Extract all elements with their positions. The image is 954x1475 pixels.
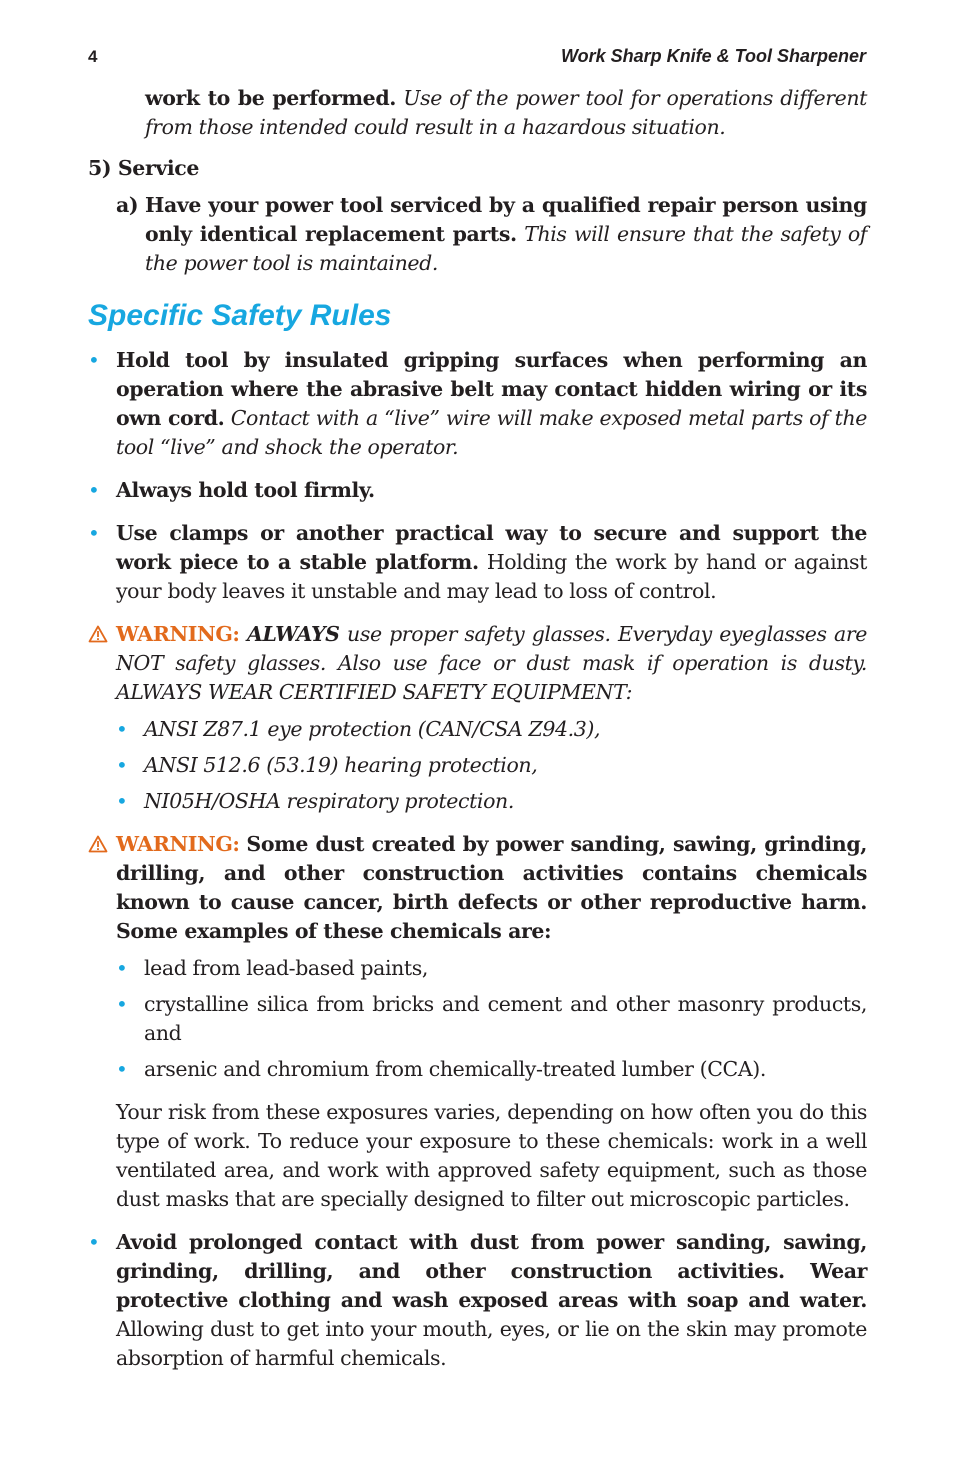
bullet-icon: •	[116, 753, 128, 777]
warning-2-text: Some dust created by power sanding, sawing, grinding, drilling, and other construction activities contains chemicals known to cause cancer, birth defects or other reproductive harm. Some examples of these chemicals are:	[116, 832, 867, 943]
exposure-paragraph: Your risk from these exposures varies, depending on how often you do this type of work. To reduce your exposure to these chemicals: work in a well ventilated area, and work with approved safety equipment, such as those dust masks that are specially designed to filter out microscopic particles.	[116, 1100, 867, 1211]
list-item: • lead from lead-based paints,	[116, 954, 867, 983]
warning-2-label: WARNING:	[116, 832, 240, 856]
warning-1-always: ALWAYS	[247, 622, 340, 646]
bullet-icon: •	[88, 348, 100, 372]
section-heading-specific-safety-rules: Specific Safety Rules	[88, 299, 392, 332]
rule-clamps	[88, 519, 867, 606]
list-item: • NI05H/OSHA respiratory protection.	[116, 787, 867, 816]
rule-3-bold: Use clamps or another practical way to secure and support the work piece to a stable platform.	[116, 521, 867, 574]
rule-3-text: Holding the work by hand or against your body leaves it unstable and may lead to loss of control.	[116, 550, 867, 603]
service-heading: 5) Service	[88, 156, 199, 180]
service-item-bold: Have your power tool serviced by a qualified repair person using only identical replacement parts.	[145, 193, 867, 246]
list-item: • arsenic and chromium from chemically-treated lumber (CCA).	[116, 1055, 867, 1084]
rule-hold-firmly	[88, 476, 867, 505]
chemicals-list	[88, 954, 867, 1084]
intro-italic: Use of the power tool for operations different from those intended could result in a hazardous situation.	[145, 86, 867, 139]
safety-equipment-list	[88, 715, 867, 816]
list-item: • ANSI Z87.1 eye protection (CAN/CSA Z94.3),	[116, 715, 867, 744]
warning-1-text: use proper safety glasses. Everyday eyeglasses are NOT safety glasses. Also use face or dust mask if operation is dusty. ALWAYS WEAR CERTIFIED SAFETY EQUIPMENT:	[116, 622, 868, 704]
bullet-icon: •	[88, 478, 100, 502]
bullet-icon: •	[116, 789, 128, 813]
rule-2-bold: Always hold tool firmly.	[116, 478, 375, 502]
bullet-icon: •	[88, 521, 100, 545]
bullet-icon: •	[116, 992, 128, 1016]
warning-dust-chemicals	[88, 830, 867, 946]
bullet-icon: •	[116, 717, 128, 741]
service-item-a	[88, 191, 867, 278]
page-body	[88, 84, 867, 1387]
bullet-icon: •	[88, 1230, 100, 1254]
intro-bold: work to be performed.	[145, 86, 396, 110]
list-item: • ANSI 512.6 (53.19) hearing protection,	[116, 751, 867, 780]
service-item-italic: This will ensure that the safety of the power tool is maintained.	[145, 222, 867, 275]
rule-1-bold: Hold tool by insulated gripping surfaces when performing an operation where the abrasive belt may contact hidden wiring or its own cord.	[116, 348, 867, 430]
warning-1-label: WARNING:	[116, 622, 240, 646]
list-item: • crystalline silica from bricks and cement and other masonry products, and	[116, 990, 867, 1048]
warning-safety-glasses	[88, 620, 867, 707]
last-rule-bold: Avoid prolonged contact with dust from power sanding, sawing, grinding, drilling, and other construction activities. Wear protective clothing and wash exposed areas with soap and water.	[116, 1230, 867, 1312]
warning-icon	[88, 830, 116, 946]
warning-icon	[88, 620, 116, 707]
rule-insulated-grip	[88, 346, 867, 462]
rule-avoid-dust-contact	[88, 1228, 867, 1373]
running-title: Work Sharp Knife & Tool Sharpener	[560, 46, 866, 66]
bullet-icon: •	[116, 1057, 128, 1081]
rule-1-italic: Contact with a “live” wire will make exposed metal parts of the tool “live” and shock the operator.	[116, 406, 867, 459]
page-header	[88, 46, 866, 67]
page-number: 4	[88, 47, 98, 66]
bullet-icon: •	[116, 956, 128, 980]
service-item-text	[145, 191, 867, 278]
service-item-label: a)	[116, 193, 139, 217]
last-rule-text: Allowing dust to get into your mouth, eyes, or lie on the skin may promote absorption of harmful chemicals.	[116, 1317, 867, 1370]
intro-paragraph	[88, 84, 867, 142]
